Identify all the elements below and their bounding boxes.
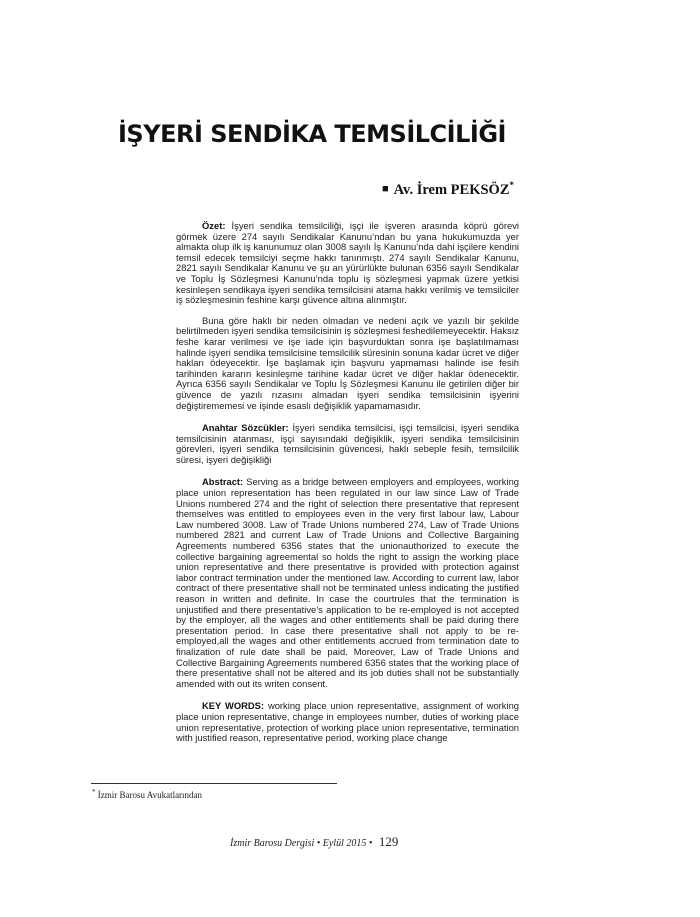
abstract-label: Abstract:	[202, 476, 244, 488]
author-line	[382, 180, 514, 199]
footnote	[92, 788, 202, 800]
anahtar-label: Anahtar Sözcükler:	[202, 422, 289, 434]
page-footer	[230, 834, 398, 850]
anahtar-text: İşyeri sendika temsilcisi, işçi temsilcisi, işyeri sendika temsilcisinin atanması, işçi sayısındaki değişiklik, işyeri sendika temsilcisinin görevleri, işyeri sendika temsilcisinin güvencesi, haklı sebeple fesih, temsilcilik süresi, işyeri değişikliği	[176, 422, 519, 465]
page-number: 129	[378, 834, 399, 849]
ozet-text-1: İşyeri sendika temsilciliği, işçi ile işveren arasında köprü görevi görmek üzere 274 sayılı Sendikalar Kanunu’ndan bu yana hukukumuzda yer almakta olup ilk iş kanunumuz olan 3008 sayılı İş Kanunu’nda dahi işçilere kendini temsil edecek temsilciyi seçme hakkı tanınmıştı. 274 sayılı Sendikalar Kanunu, 2821 sayılı Sendikalar Kanunu ve şu an yürürlükte bulunan 6356 sayılı Sendikalar ve Toplu İş Sözleşmesi Kanunu’nda toplu iş sözleşmesi yapmak üzere yetkisi kesinleşen sendikaya işyeri sendika temsilcisini atama hakkı verilmiş ve temsilciler iş sözleşmesinin feshine karşı güvence altına alınmıştır.	[176, 220, 519, 306]
bullet-square-icon: ■	[381, 182, 389, 195]
ozet-label: Özet:	[202, 220, 226, 231]
keywords-text: working place union representative, assignment of working place union representative, change in employees number, duties of working place union representative, protection of working place union representative, termination with justified reason, representative period, working place change	[176, 700, 519, 744]
keywords-label: KEY WORDS:	[202, 700, 265, 712]
article-body	[176, 221, 519, 756]
anahtar-paragraph	[176, 423, 519, 465]
ozet-paragraph-2: Buna göre haklı bir neden olmadan ve nedeni açık ve yazılı bir şekilde belirtilmeden işyeri sendika temsilcisinin iş sözleşmesi feshedilemeyecektir. Haksız feshe karar verilmesi ve işe iade için başvurduktan sonra işe başlatılmaması halinde işyeri sendika temsilcisine temsilcilik süresinin sonuna kadar ücret ve diğer hakları ödeyecektir. İşe başlamak için başvuru yapmaması halinde ise fesih tarihinden kararın kesinleşme tarihine kadar ücret ve diğer haklar ödenecektir. Ayrıca 6356 sayılı Sendikalar ve Toplu İş Sözleşmesi Kanunu ile getirilen diğer bir güvence de yazılı rızasını almadan işyeri sendika temsilcisinin işyerini değiştirememesi ve işinde esaslı değişiklik yapamamasıdır.	[176, 314, 519, 411]
author-name: Av. İrem PEKSÖZ	[393, 181, 510, 198]
abstract-text: Serving as a bridge between employers and employees, working place union representation has been regulated in our law since Law of Trade Unions numbered 274 and the right of selection there presentative that represent themselves was entitled to employees even in the very first labour law, Labour Law numbered 3008. Law of Trade Unions numbered 274, Law of Trade Unions numbered 2821 and current Law of Trade Unions and Collective Bargaining Agreements numbered 6356 states that the unionauthorized to execute the collective bargaining agreemental so holds the right to assign the working place union representative and there presentative is provided with protection against labor contract termination under the mentioned law. According to current law, labor contract of there presentative shall not be terminated unless indicating the justified reason in written and definite. In case the courtrules that the termination is unjustified and there presentative’s application to be re-employed is not accepted by the employer, all the wages and other entitlements shall be paid during there presentation period. In case there presentative shall not apply to be re-employed,all the wages and other entitlements accrued from termination date to finalization of rule date shall be paid. Moreover, Law of Trade Unions and Collective Bargaining Agreements numbered 6356 states that the working place of there presentative shall not be altered and its job duties shall not be substantially amended with out its writen consent.	[176, 476, 519, 689]
author-footnote-mark: *	[509, 180, 514, 190]
footnote-text: İzmir Barosu Avukatlarından	[95, 790, 203, 800]
journal-name: İzmir Barosu Dergisi • Eylül 2015 •	[230, 838, 373, 849]
footnote-divider	[91, 783, 337, 784]
abstract-paragraph	[176, 477, 519, 689]
footnote-mark: *	[92, 788, 96, 796]
article-title: İŞYERİ SENDİKA TEMSİLCİLİĞİ	[118, 120, 506, 148]
keywords-paragraph	[176, 701, 519, 743]
ozet-paragraph-1	[176, 221, 519, 306]
